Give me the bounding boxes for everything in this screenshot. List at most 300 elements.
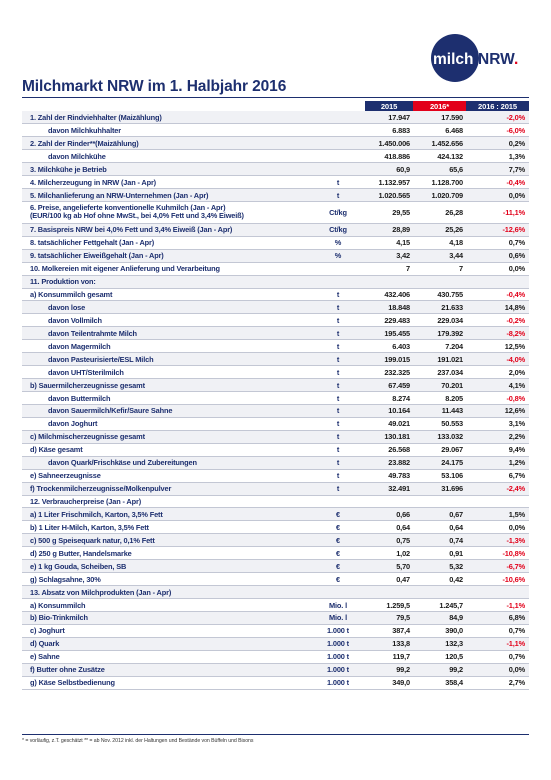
- table-row: [22, 262, 529, 275]
- row-unit: t: [311, 379, 365, 392]
- row-label: [22, 663, 311, 676]
- row-value-2016: 424.132: [413, 150, 466, 163]
- row-label: [22, 137, 311, 150]
- row-value-2015: 0,75: [365, 534, 413, 547]
- row-change: -10,6%: [466, 573, 529, 586]
- row-unit: €: [311, 521, 365, 534]
- row-value-2015: 18.848: [365, 301, 413, 314]
- row-value-2016: 120,5: [413, 650, 466, 663]
- row-value-2015: 1,02: [365, 547, 413, 560]
- table-row: [22, 637, 529, 650]
- row-value-2016: 29.067: [413, 443, 466, 456]
- row-change: 0,6%: [466, 249, 529, 262]
- logo-text-nrw: NRW: [478, 51, 515, 68]
- row-label-text: f) Trockenmilcherzeugnisse/Molkenpulver: [30, 484, 172, 494]
- row-unit: t: [311, 404, 365, 417]
- row-label-text: davon Joghurt: [48, 419, 98, 429]
- row-value-2015: 29,55: [365, 202, 413, 224]
- row-value-2015: 0,47: [365, 573, 413, 586]
- row-unit: Mio. l: [311, 599, 365, 612]
- row-change: -0,4%: [466, 176, 529, 189]
- table-row: [22, 176, 529, 189]
- row-unit: [311, 586, 365, 599]
- footnote: * = vorläufig, z.T. geschätzt ** = ab Nov. 2012 inkl. der Haltungen und Bestände von Büffeln und Bisons: [22, 738, 254, 744]
- row-change: 12,6%: [466, 404, 529, 417]
- table-row: [22, 163, 529, 176]
- row-label-text: 13. Absatz von Milchprodukten (Jan - Apr): [30, 587, 172, 597]
- row-change: -8,2%: [466, 327, 529, 340]
- table-row: [22, 430, 529, 443]
- row-value-2015: 232.325: [365, 366, 413, 379]
- row-value-2016: 84,9: [413, 611, 466, 624]
- row-unit: 1.000 t: [311, 650, 365, 663]
- title-rule: [22, 97, 529, 98]
- row-label-text: davon Milchkuhhalter: [48, 125, 121, 135]
- row-label: [22, 547, 311, 560]
- row-label-text: c) Joghurt: [30, 626, 65, 636]
- row-label: [22, 301, 311, 314]
- row-change: -1,1%: [466, 599, 529, 612]
- row-unit: %: [311, 236, 365, 249]
- table-row: [22, 650, 529, 663]
- row-unit: 1.000 t: [311, 637, 365, 650]
- row-label: [22, 111, 311, 124]
- row-label-text: e) 1 kg Gouda, Scheiben, SB: [30, 561, 127, 571]
- page-title: Milchmarkt NRW im 1. Halbjahr 2016: [22, 78, 287, 95]
- row-label: [22, 611, 311, 624]
- table-row: [22, 275, 529, 288]
- row-label: [22, 392, 311, 405]
- row-change: 3,1%: [466, 417, 529, 430]
- row-value-2016: 6.468: [413, 124, 466, 137]
- row-value-2015: 5,70: [365, 560, 413, 573]
- row-label-text: f) Butter ohne Zusätze: [30, 665, 105, 675]
- row-unit: Mio. l: [311, 611, 365, 624]
- row-label: [22, 124, 311, 137]
- table-row: [22, 495, 529, 508]
- row-label-text: d) 250 g Butter, Handelsmarke: [30, 548, 132, 558]
- row-value-2015: 3,42: [365, 249, 413, 262]
- row-value-2015: 26.568: [365, 443, 413, 456]
- row-label-text: davon lose: [48, 302, 86, 312]
- row-label: [22, 637, 311, 650]
- row-value-2015: [365, 495, 413, 508]
- table-row: [22, 663, 529, 676]
- row-value-2015: 1.132.957: [365, 176, 413, 189]
- row-label: [22, 469, 311, 482]
- row-unit: t: [311, 392, 365, 405]
- table-row: [22, 189, 529, 202]
- row-label: [22, 586, 311, 599]
- row-unit: t: [311, 189, 365, 202]
- row-unit: [311, 111, 365, 124]
- logo-dot: .: [514, 51, 519, 68]
- row-unit: t: [311, 327, 365, 340]
- row-unit: t: [311, 353, 365, 366]
- row-unit: [311, 262, 365, 275]
- row-label: [22, 275, 311, 288]
- table-row: [22, 404, 529, 417]
- row-value-2016: 65,6: [413, 163, 466, 176]
- row-label-text: davon Buttermilch: [48, 393, 111, 403]
- row-label-text: davon Pasteurisierte/ESL Milch: [48, 354, 154, 364]
- logo-text-milch: milch: [433, 51, 474, 68]
- row-change: 0,0%: [466, 262, 529, 275]
- table-row: [22, 327, 529, 340]
- row-unit: [311, 124, 365, 137]
- row-value-2016: 0,74: [413, 534, 466, 547]
- table-row: [22, 676, 529, 689]
- row-label: [22, 314, 311, 327]
- table-row: [22, 547, 529, 560]
- row-label-text: davon Quark/Frischkäse und Zubereitungen: [48, 458, 197, 468]
- row-value-2015: 7: [365, 262, 413, 275]
- row-label-text: davon Milchkühe: [48, 151, 106, 161]
- row-value-2015: 0,64: [365, 521, 413, 534]
- row-label-text: 7. Basispreis NRW bei 4,0% Fett und 3,4% Eiweiß (Jan - Apr): [30, 225, 233, 235]
- row-label-text: 6. Preise, angelieferte konventionelle Kuhmilch (Jan - Apr): [30, 202, 226, 212]
- row-change: [466, 586, 529, 599]
- row-label: [22, 288, 311, 301]
- row-change: 0,2%: [466, 137, 529, 150]
- row-label-text: g) Schlagsahne, 30%: [30, 574, 101, 584]
- row-value-2016: 132,3: [413, 637, 466, 650]
- row-label-text: 5. Milchanlieferung an NRW-Unternehmen (Jan - Apr): [30, 190, 209, 200]
- row-label-text: 12. Verbraucherpreise (Jan - Apr): [30, 497, 142, 507]
- table-row: [22, 624, 529, 637]
- table-row: [22, 340, 529, 353]
- row-value-2015: 0,66: [365, 508, 413, 521]
- row-label: [22, 176, 311, 189]
- row-value-2016: 1.452.656: [413, 137, 466, 150]
- row-value-2016: 237.034: [413, 366, 466, 379]
- table-row: [22, 301, 529, 314]
- table-body: [22, 111, 529, 689]
- row-value-2015: [365, 275, 413, 288]
- row-value-2015: 79,5: [365, 611, 413, 624]
- row-label-text: 2. Zahl der Rinder**(Maizählung): [30, 138, 139, 148]
- row-value-2016: 25,26: [413, 223, 466, 236]
- row-value-2016: 0,42: [413, 573, 466, 586]
- row-change: 4,1%: [466, 379, 529, 392]
- row-value-2016: 31.696: [413, 482, 466, 495]
- row-value-2015: 133,8: [365, 637, 413, 650]
- row-change: -0,8%: [466, 392, 529, 405]
- row-value-2016: 3,44: [413, 249, 466, 262]
- row-label: [22, 650, 311, 663]
- row-label: [22, 534, 311, 547]
- row-value-2016: [413, 275, 466, 288]
- table-row: [22, 124, 529, 137]
- row-label-text: e) Sahne: [30, 652, 60, 662]
- table-row: [22, 482, 529, 495]
- table-row: [22, 599, 529, 612]
- row-change: 1,5%: [466, 508, 529, 521]
- row-change: -6,0%: [466, 124, 529, 137]
- row-value-2015: 387,4: [365, 624, 413, 637]
- table-row: [22, 202, 529, 224]
- row-label-text: davon Vollmilch: [48, 315, 102, 325]
- row-label: [22, 379, 311, 392]
- row-value-2016: 5,32: [413, 560, 466, 573]
- row-change: 0,7%: [466, 236, 529, 249]
- row-value-2015: 130.181: [365, 430, 413, 443]
- row-label-text: e) Sahneerzeugnisse: [30, 471, 101, 481]
- row-label: [22, 443, 311, 456]
- row-label: [22, 163, 311, 176]
- row-label-text: davon Sauermilch/Kefir/Saure Sahne: [48, 406, 173, 416]
- row-value-2015: 349,0: [365, 676, 413, 689]
- table-row: [22, 366, 529, 379]
- table-row: [22, 392, 529, 405]
- row-unit: [311, 137, 365, 150]
- table-row: [22, 223, 529, 236]
- row-label-subtext: (EUR/100 kg ab Hof ohne MwSt., bei 4,0% Fett und 3,4% Eiweiß): [30, 211, 244, 221]
- row-change: 1,3%: [466, 150, 529, 163]
- row-change: 0,0%: [466, 521, 529, 534]
- row-value-2015: 1.259,5: [365, 599, 413, 612]
- table-row: [22, 314, 529, 327]
- row-unit: €: [311, 508, 365, 521]
- row-value-2016: 0,64: [413, 521, 466, 534]
- row-change: 1,2%: [466, 456, 529, 469]
- row-label: [22, 482, 311, 495]
- row-value-2015: [365, 586, 413, 599]
- row-value-2016: 70.201: [413, 379, 466, 392]
- row-value-2015: 432.406: [365, 288, 413, 301]
- row-label: [22, 353, 311, 366]
- milch-nrw-logo: [422, 34, 526, 82]
- row-label: [22, 508, 311, 521]
- table-row: [22, 573, 529, 586]
- row-value-2016: 17.590: [413, 111, 466, 124]
- row-value-2016: 8.205: [413, 392, 466, 405]
- header-change: 2016 : 2015: [466, 101, 529, 111]
- table-row: [22, 560, 529, 573]
- row-value-2015: 1.450.006: [365, 137, 413, 150]
- row-value-2016: [413, 586, 466, 599]
- row-value-2016: 390,0: [413, 624, 466, 637]
- row-unit: t: [311, 430, 365, 443]
- row-value-2015: 229.483: [365, 314, 413, 327]
- row-value-2015: 8.274: [365, 392, 413, 405]
- row-label: [22, 560, 311, 573]
- table-row: [22, 456, 529, 469]
- row-unit: [311, 495, 365, 508]
- row-change: -1,3%: [466, 534, 529, 547]
- row-value-2015: 6.403: [365, 340, 413, 353]
- row-label-text: d) Quark: [30, 639, 60, 649]
- row-label: [22, 573, 311, 586]
- table-row: [22, 469, 529, 482]
- row-change: 0,7%: [466, 650, 529, 663]
- row-label-text: c) 500 g Speisequark natur, 0,1% Fett: [30, 535, 155, 545]
- row-change: 6,8%: [466, 611, 529, 624]
- row-label: [22, 249, 311, 262]
- row-label-text: 10. Molkereien mit eigener Anlieferung und Verarbeitung: [30, 264, 220, 274]
- table-header-row: [22, 101, 529, 111]
- table-row: [22, 137, 529, 150]
- row-change: -12,6%: [466, 223, 529, 236]
- row-label-text: c) Milchmischerzeugnisse gesamt: [30, 432, 145, 442]
- table-row: [22, 611, 529, 624]
- row-value-2016: 50.553: [413, 417, 466, 430]
- row-label-text: b) Sauermilcherzeugnisse gesamt: [30, 380, 145, 390]
- row-unit: t: [311, 314, 365, 327]
- row-value-2016: 53.106: [413, 469, 466, 482]
- row-change: 14,8%: [466, 301, 529, 314]
- footer-rule: [22, 734, 529, 735]
- row-change: -0,4%: [466, 288, 529, 301]
- row-label: [22, 327, 311, 340]
- row-label-text: a) 1 Liter Frischmilch, Karton, 3,5% Fett: [30, 509, 163, 519]
- row-label: [22, 340, 311, 353]
- header-2015: 2015: [365, 101, 413, 111]
- table-row: [22, 150, 529, 163]
- row-change: 0,7%: [466, 624, 529, 637]
- table-row: [22, 521, 529, 534]
- row-unit: t: [311, 288, 365, 301]
- row-label: [22, 521, 311, 534]
- row-unit: t: [311, 417, 365, 430]
- header-unit-spacer: [311, 101, 365, 111]
- row-change: 2,0%: [466, 366, 529, 379]
- row-unit: Ct/kg: [311, 223, 365, 236]
- row-value-2015: 199.015: [365, 353, 413, 366]
- row-value-2016: 11.443: [413, 404, 466, 417]
- row-unit: t: [311, 340, 365, 353]
- row-unit: €: [311, 560, 365, 573]
- row-unit: t: [311, 176, 365, 189]
- row-change: -0,2%: [466, 314, 529, 327]
- row-value-2015: 23.882: [365, 456, 413, 469]
- table-row: [22, 111, 529, 124]
- row-label-text: 11. Produktion von:: [30, 277, 96, 287]
- row-label-text: d) Käse gesamt: [30, 445, 83, 455]
- row-value-2016: 1.020.709: [413, 189, 466, 202]
- row-change: [466, 495, 529, 508]
- row-label-text: davon Teilentrahmte Milch: [48, 328, 137, 338]
- row-unit: 1.000 t: [311, 676, 365, 689]
- row-value-2015: 1.020.565: [365, 189, 413, 202]
- row-value-2015: 10.164: [365, 404, 413, 417]
- row-value-2015: 32.491: [365, 482, 413, 495]
- row-label: [22, 366, 311, 379]
- row-unit: t: [311, 443, 365, 456]
- row-value-2015: 60,9: [365, 163, 413, 176]
- row-unit: Ct/kg: [311, 202, 365, 224]
- row-value-2016: 4,18: [413, 236, 466, 249]
- row-value-2015: 49.783: [365, 469, 413, 482]
- row-label-text: b) Bio-Trinkmilch: [30, 613, 88, 623]
- row-label: [22, 456, 311, 469]
- row-unit: [311, 275, 365, 288]
- row-unit: €: [311, 573, 365, 586]
- row-change: 0,0%: [466, 663, 529, 676]
- row-value-2016: 430.755: [413, 288, 466, 301]
- header-2016: 2016*: [413, 101, 466, 111]
- row-unit: t: [311, 301, 365, 314]
- row-change: -2,0%: [466, 111, 529, 124]
- row-unit: t: [311, 482, 365, 495]
- row-label-text: 4. Milcherzeugung in NRW (Jan - Apr): [30, 177, 156, 187]
- table-row: [22, 508, 529, 521]
- table-row: [22, 534, 529, 547]
- row-value-2016: 229.034: [413, 314, 466, 327]
- row-value-2016: 24.175: [413, 456, 466, 469]
- row-value-2016: 179.392: [413, 327, 466, 340]
- row-value-2016: 358,4: [413, 676, 466, 689]
- row-unit: %: [311, 249, 365, 262]
- row-value-2016: 1.128.700: [413, 176, 466, 189]
- row-unit: t: [311, 366, 365, 379]
- row-value-2016: 21.633: [413, 301, 466, 314]
- row-label: [22, 676, 311, 689]
- row-value-2015: 17.947: [365, 111, 413, 124]
- row-label-text: g) Käse Selbstbedienung: [30, 678, 115, 688]
- table-row: [22, 417, 529, 430]
- row-value-2016: 0,91: [413, 547, 466, 560]
- row-unit: t: [311, 456, 365, 469]
- row-change: -10,8%: [466, 547, 529, 560]
- row-label-text: 3. Milchkühe je Betrieb: [30, 164, 107, 174]
- row-value-2015: 28,89: [365, 223, 413, 236]
- row-value-2015: 4,15: [365, 236, 413, 249]
- row-label-text: b) 1 Liter H-Milch, Karton, 3,5% Fett: [30, 522, 149, 532]
- row-value-2016: 7: [413, 262, 466, 275]
- row-unit: [311, 163, 365, 176]
- row-value-2016: 7.204: [413, 340, 466, 353]
- row-change: -2,4%: [466, 482, 529, 495]
- row-unit: 1.000 t: [311, 663, 365, 676]
- row-label-text: davon UHT/Sterilmilch: [48, 367, 124, 377]
- row-change: -4,0%: [466, 353, 529, 366]
- row-value-2016: 133.032: [413, 430, 466, 443]
- row-value-2015: 6.883: [365, 124, 413, 137]
- table-row: [22, 586, 529, 599]
- row-label-text: davon Magermilch: [48, 341, 111, 351]
- table-row: [22, 443, 529, 456]
- row-label: [22, 202, 311, 224]
- row-unit: [311, 150, 365, 163]
- row-value-2016: 26,28: [413, 202, 466, 224]
- row-change: 9,4%: [466, 443, 529, 456]
- row-change: 0,0%: [466, 189, 529, 202]
- table-row: [22, 288, 529, 301]
- row-value-2015: 99,2: [365, 663, 413, 676]
- table-row: [22, 353, 529, 366]
- row-label: [22, 624, 311, 637]
- row-label-text: a) Konsummilch: [30, 600, 86, 610]
- row-label: [22, 236, 311, 249]
- row-label: [22, 417, 311, 430]
- row-label-text: 9. tatsächlicher Eiweißgehalt (Jan - Apr): [30, 251, 164, 261]
- row-label: [22, 262, 311, 275]
- row-label-text: a) Konsummilch gesamt: [30, 290, 113, 300]
- row-value-2016: 99,2: [413, 663, 466, 676]
- row-label: [22, 599, 311, 612]
- row-value-2015: 418.886: [365, 150, 413, 163]
- row-value-2015: 195.455: [365, 327, 413, 340]
- row-change: 7,7%: [466, 163, 529, 176]
- row-value-2015: 119,7: [365, 650, 413, 663]
- row-change: 12,5%: [466, 340, 529, 353]
- row-change: 2,7%: [466, 676, 529, 689]
- row-change: -6,7%: [466, 560, 529, 573]
- row-label: [22, 430, 311, 443]
- row-value-2016: [413, 495, 466, 508]
- row-change: [466, 275, 529, 288]
